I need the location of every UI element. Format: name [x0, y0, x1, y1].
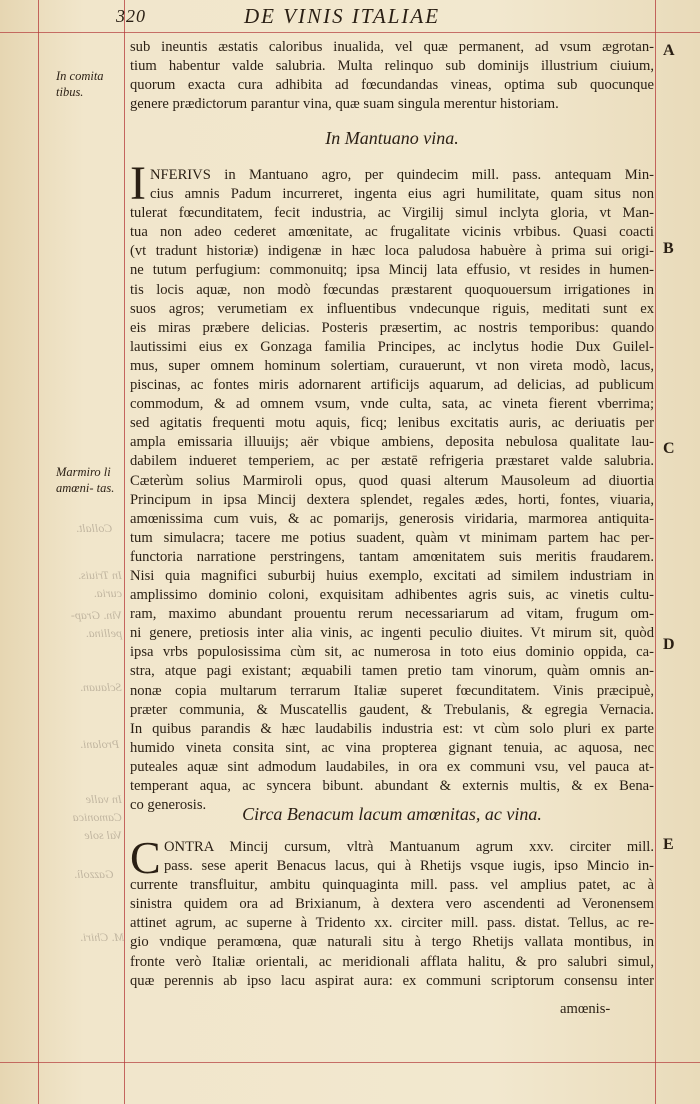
- show-through-note: In valle Camonica Val sole: [72, 792, 122, 842]
- margin-note-marmiroli: Marmiro li amœni- tas.: [56, 465, 115, 495]
- section-letter-d: D: [663, 636, 675, 653]
- running-title: DE VINIS ITALIAE: [244, 4, 441, 28]
- text-line: Nisi quia magnifici suburbij huius exemplo, excitati ad similem industriam in: [130, 567, 654, 584]
- text-line: sinistra quidem ora ad Brixianum, à dextera vero ascendenti ad Veronensem: [130, 896, 654, 913]
- text-line: mus, super omnem hominum solertiam, curauerunt, vt non vireta modò, lacus,: [130, 357, 654, 374]
- header-rule: [0, 32, 700, 33]
- paragraph-top: [130, 38, 654, 114]
- section-letter-e: E: [663, 836, 674, 853]
- text-line: ONTRA Mincij cursum, vltrà Mantuanum agrum xxv. circiter mill.: [164, 839, 654, 855]
- show-through-note: Gazzolì.: [74, 867, 114, 881]
- text-line: commodum, & ad omnem vsum, vnde culta, sata, ac vineta fierent vberrima;: [130, 396, 654, 413]
- margin-note-comitatibus: In comita tibus.: [56, 69, 104, 99]
- paragraph-benacus: [130, 838, 654, 991]
- text-line: attinet agrum, ac superne à Tridento xx. circiter mill. pass. distat. Tellus, ac re-: [130, 915, 654, 932]
- text-line: (vt tradunt historiæ) indigenæ in hæc loca paludosa habuère à prima sui origi-: [130, 243, 654, 260]
- show-through-note: Collalt.: [76, 521, 113, 535]
- show-through-note: Prolani.: [80, 737, 120, 751]
- text-line: amplissimo dominio coloni, exquisitam adhibentes agris suis, ac vinetis cultu-: [130, 587, 654, 604]
- text-line: tis locis aquæ, non modò fœcundas præstarent quoquouersum irrigationes in: [130, 281, 654, 298]
- text-line: dabilem indueret temperiem, ac per æstatē refrigeria præstaret valde salubria.: [130, 453, 654, 470]
- text-line: tulerat fœcunditatem, fecit industria, ac Virgilij simul inclyta gloria, vt Man-: [130, 205, 654, 222]
- dropcap-i: I: [130, 157, 146, 210]
- text-line: eis miras præbere delicias. Posteris præsertim, ac nostris temporibus: quando: [130, 319, 654, 336]
- text-line: In quibus parandis & hæc laudabilis industria est: vt cùm solo pluri ex parte: [130, 720, 654, 737]
- text-line: suos agros; verumetiam ex influentibus vndecunque riguis, meditati sunt ex: [130, 300, 654, 317]
- text-line: sed agitatis frequenti motu aquis, ficq; lenibus excitatis auris, ac deriuatis per: [130, 415, 654, 432]
- section-letter-b: B: [663, 240, 674, 257]
- text-line: genere prædictorum parantur vina, quæ suam singula merentur historiam.: [130, 96, 559, 113]
- text-line: temperant aqua, ac syncera bibunt. abundant & externis multis, & ex Bena-: [130, 778, 654, 794]
- show-through-note: In Triuis. curia.: [77, 568, 122, 600]
- text-line: humido vineta consita sint, ac vina propterea gignant tenuia, ac aquosa, nec: [130, 739, 654, 756]
- margin-rule-right: [655, 0, 656, 1104]
- section-letter-a: A: [663, 42, 675, 59]
- text-line: fronte verò Italiæ orientali, ac meridionali afflata halitu, & pro salubri simul,: [130, 953, 654, 970]
- text-line: currente transfluitur, ambitu quinquaginta mill. pass. vel amplius patet, ac à: [130, 877, 654, 894]
- margin-rule-left: [38, 0, 39, 1104]
- show-through-note: Vin. Grap- pellina.: [70, 608, 122, 640]
- text-line: ipsa vrbs populosissima cùm sit, ac numerosa in toto eius dominio oppida, ca-: [130, 644, 654, 661]
- footer-rule: [0, 1062, 700, 1063]
- text-line: co generosis.: [130, 797, 207, 814]
- section-heading-benacus: Circa Benacum lacum amœnitas, ac vina.: [242, 804, 542, 824]
- show-through-note: M. Chiri.: [80, 930, 125, 944]
- text-line: amœnissima cum vuis, & ac pomarijs, generosis viridaria, marmorea antiquita-: [130, 510, 654, 527]
- text-line: Cæterùm solius Marmiroli opus, quod quasi alterum Mausoleum ad diuortia: [130, 472, 654, 489]
- text-line: tua non adeo cederet amœnitate, ac frugalitate vicinis vrbibus. Quasi coacti: [130, 224, 654, 241]
- text-line: præter communia, & Muscatellis gaudent, & Trebulanis, & egregia Vernacia.: [130, 701, 654, 718]
- text-line: stra, atque pagi existant; æquabili tamen pretio tam vinorum, quàm omnis an-: [130, 663, 654, 680]
- paragraph-mantua: [130, 166, 654, 815]
- text-line: ni genere, pretiosis inter alia vinis, ac ingenti peculio diuites. Vt mirum sit, quòd: [130, 625, 654, 642]
- text-line: tum simulacra; tacere me potius suadent, quàm vt minimam partem hac per-: [130, 529, 654, 546]
- text-line: ampla emissaria illuuijs; aër vbique ambiens, deposita nebulosa qualitate lau-: [130, 434, 654, 451]
- show-through-note: Sclauan.: [80, 680, 122, 694]
- text-line: Principum in ipsa Mincij dextera splendet, regales ædes, horti, fontes, viuaria,: [130, 491, 654, 508]
- text-line: puteales aquæ sint admodum laudabiles, in ora ex communi vsu, vel pauca at-: [130, 758, 654, 775]
- text-line: ram, maximo abundant prouentu rerum necessariarum ad vitam, frugum om-: [130, 606, 654, 623]
- text-line: ne tutum perfugium: commonuitq; ipsa Mincij lata effusio, vt resides in humen-: [130, 262, 654, 279]
- page-header: [116, 4, 576, 30]
- page-number: 320: [116, 6, 146, 26]
- text-line: quorum exacta cura adhibita ad fœcundandas vineas, optima sub quocunque: [130, 77, 654, 94]
- section-heading-mantua: In Mantuano vina.: [325, 128, 459, 148]
- text-line: nonæ copia multarum terrarum Italiæ superet fœcunditatem. Vinis præcipuè,: [130, 682, 654, 699]
- catchword: amœnis-: [560, 1001, 611, 1017]
- text-line: lautissimi eius ex Gonzaga familia Principes, ac inclytus hodie Dux Guilel-: [130, 338, 654, 355]
- text-line: NFERIVS in Mantuano agro, per quindecim mill. pass. antequam Min-: [150, 167, 654, 183]
- section-letter-c: C: [663, 440, 675, 457]
- text-line: tium habentur valde salubria. Multa relinquo sub dominijs illustrium ciuium,: [130, 58, 654, 75]
- text-line: pass. sese aperit Benacus lacus, qui à Rhetijs vsque iugis, ipso Mincio in-: [164, 858, 654, 875]
- dropcap-c: C: [130, 832, 161, 883]
- text-line: gio vndique peramœna, quæ naturali situ à tergo Rhetijs vallata montibus, in: [130, 934, 654, 951]
- text-line: functoria narratione perstringens, tantam amœnitatem suis meritis fraudarem.: [130, 548, 654, 565]
- text-line: piscinas, ac fontes miris adornarent artificijs aquarum, ad delicias, ad publicum: [130, 377, 654, 394]
- text-line: quæ perennis ab ipso lacu aspirat aura: ex communi scriptorum consensu inter: [130, 972, 654, 989]
- text-line: sub ineuntis æstatis caloribus inualida, vel quæ permanent, ad vsum ægrotan-: [130, 39, 654, 55]
- text-line: cius amnis Padum incurreret, ingenta eius agri humilitate, quam situs non: [150, 186, 654, 203]
